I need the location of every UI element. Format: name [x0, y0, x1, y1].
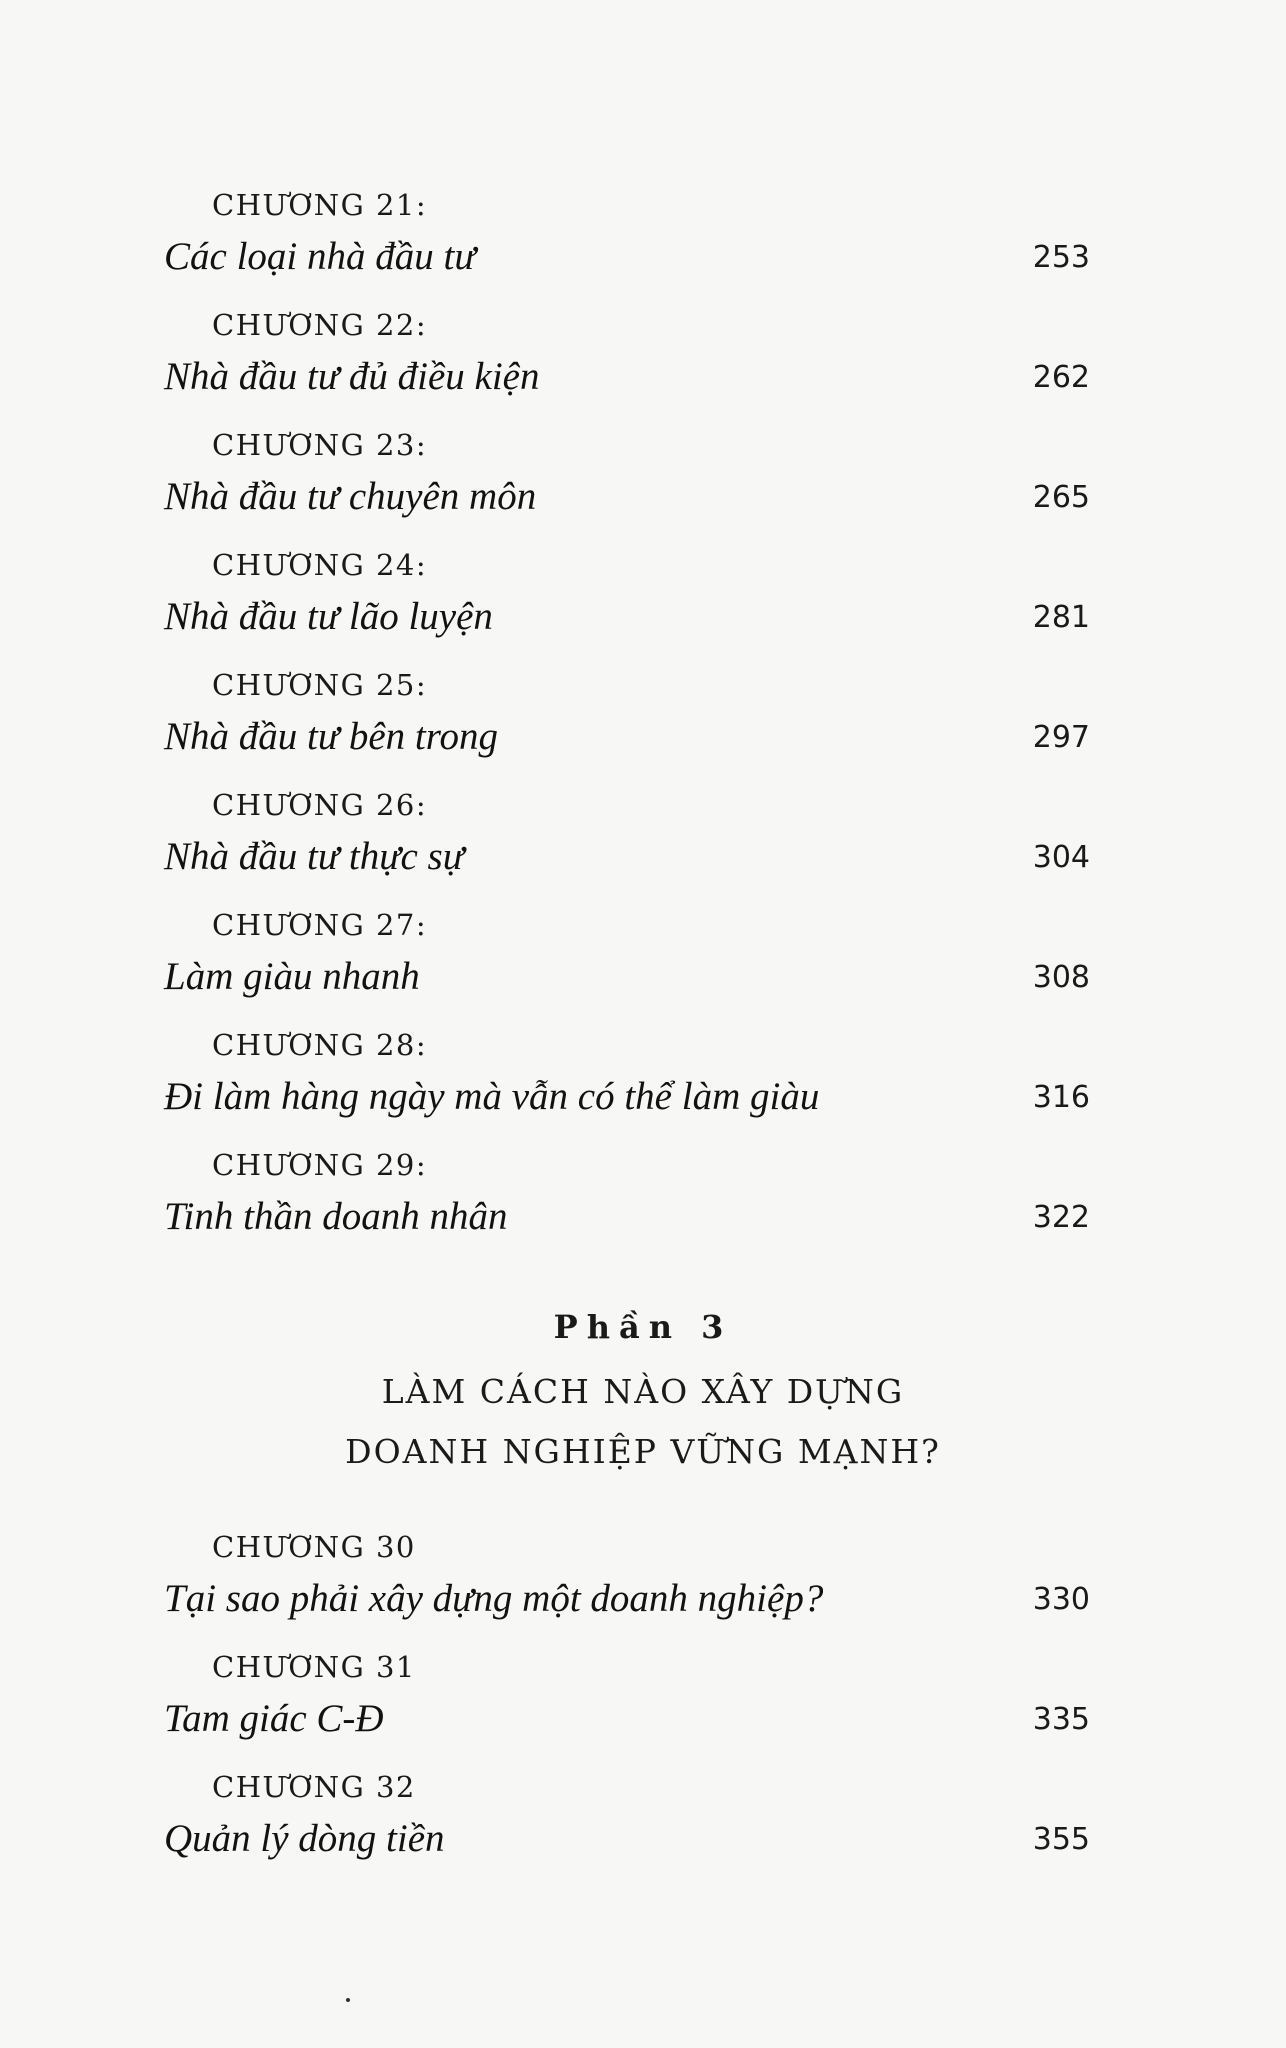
chapter-title: Các loại nhà đầu tư: [164, 235, 476, 278]
page-number: 281: [1032, 600, 1090, 635]
page-number: 330: [1032, 1582, 1090, 1617]
chapter-title: Đi làm hàng ngày mà vẫn có thể làm giàu: [164, 1075, 820, 1118]
page-number: 253: [1032, 240, 1090, 275]
chapter-label: CHƯƠNG 21:: [212, 188, 428, 222]
chapter-title: Nhà đầu tư chuyên môn: [164, 475, 537, 518]
chapter-title: Làm giàu nhanh: [164, 955, 420, 998]
page-number: 335: [1032, 1702, 1090, 1737]
chapter-title: Nhà đầu tư thực sự: [164, 835, 464, 878]
chapter-label: CHƯƠNG 29:: [212, 1148, 428, 1182]
chapter-title: Nhà đầu tư đủ điều kiện: [164, 355, 540, 398]
chapter-label: CHƯƠNG 25:: [212, 668, 428, 702]
chapter-label: CHƯƠNG 27:: [212, 908, 428, 942]
chapter-title: Tại sao phải xây dựng một doanh nghiệp?: [164, 1577, 824, 1620]
chapter-label: CHƯƠNG 30: [212, 1530, 416, 1564]
page-number: 322: [1032, 1200, 1090, 1235]
chapter-title: Quản lý dòng tiền: [164, 1817, 445, 1860]
chapter-label: CHƯƠNG 28:: [212, 1028, 428, 1062]
chapter-label: CHƯƠNG 31: [212, 1650, 416, 1684]
page-number: 316: [1032, 1080, 1090, 1115]
chapter-title: Nhà đầu tư lão luyện: [164, 595, 493, 638]
part-title-line-2: DOANH NGHIỆP VỮNG MẠNH?: [345, 1432, 941, 1471]
part-label: Phần 3: [553, 1308, 733, 1346]
page-number: 355: [1032, 1822, 1090, 1857]
page-number: 308: [1032, 960, 1090, 995]
chapter-label: CHƯƠNG 24:: [212, 548, 428, 582]
chapter-label: CHƯƠNG 22:: [212, 308, 428, 342]
chapter-title: Nhà đầu tư bên trong: [164, 715, 498, 758]
chapter-title: Tam giác C-Đ: [164, 1697, 384, 1740]
part-title-line-1: LÀM CÁCH NÀO XÂY DỰNG: [381, 1372, 905, 1411]
ink-speck: [346, 1998, 350, 2002]
chapter-title: Tinh thần doanh nhân: [164, 1195, 508, 1238]
page-number: 304: [1032, 840, 1090, 875]
chapter-label: CHƯƠNG 26:: [212, 788, 428, 822]
chapter-label: CHƯƠNG 32: [212, 1770, 416, 1804]
chapter-label: CHƯƠNG 23:: [212, 428, 428, 462]
page-number: 265: [1032, 480, 1090, 515]
page-number: 297: [1032, 720, 1090, 755]
page-number: 262: [1032, 360, 1090, 395]
